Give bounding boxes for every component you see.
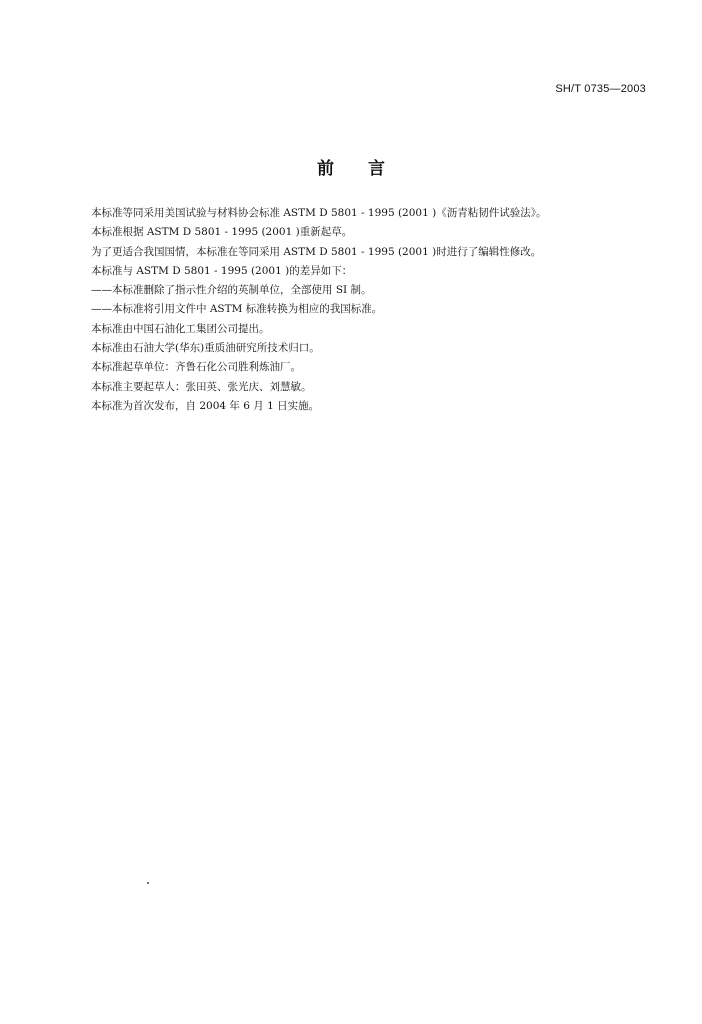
scan-speck: [147, 882, 149, 884]
paragraph: 本标准与 ASTM D 5801 - 1995 (2001 )的差异如下：: [91, 264, 353, 277]
paragraph: 本标准为首次发布，自 2004 年 6 月 1 日实施。: [91, 399, 320, 412]
paragraph: 本标准由石油大学(华东)重质油研究所技术归口。: [91, 342, 320, 355]
paragraph: ——本标准删除了指示性介绍的英制单位，全部使用 SI 制。: [91, 284, 372, 297]
paragraph: 为了更适合我国国情，本标准在等同采用 ASTM D 5801 - 1995 (2001 )时进行了编辑性修改。: [91, 245, 542, 258]
paragraph: 本标准由中国石油化工集团公司提出。: [91, 322, 270, 335]
paragraph: 本标准起草单位：齐鲁石化公司胜利炼油厂。: [91, 361, 301, 374]
paragraph: 本标准主要起草人：张田英、张光庆、刘慧敏。: [91, 380, 312, 393]
paragraph: 本标准等同采用美国试验与材料协会标准 ASTM D 5801 - 1995 (2001 )《沥青粘韧件试验法》。: [91, 207, 547, 219]
page-title: 前言: [317, 159, 419, 179]
paragraph: ——本标准将引用文件中 ASTM 标准转换为相应的我国标准。: [91, 303, 383, 316]
preface-body: [91, 204, 651, 416]
paragraph: 本标准根据 ASTM D 5801 - 1995 (2001 )重新起草。: [91, 226, 353, 239]
standard-code: SH/T 0735—2003: [555, 83, 646, 95]
